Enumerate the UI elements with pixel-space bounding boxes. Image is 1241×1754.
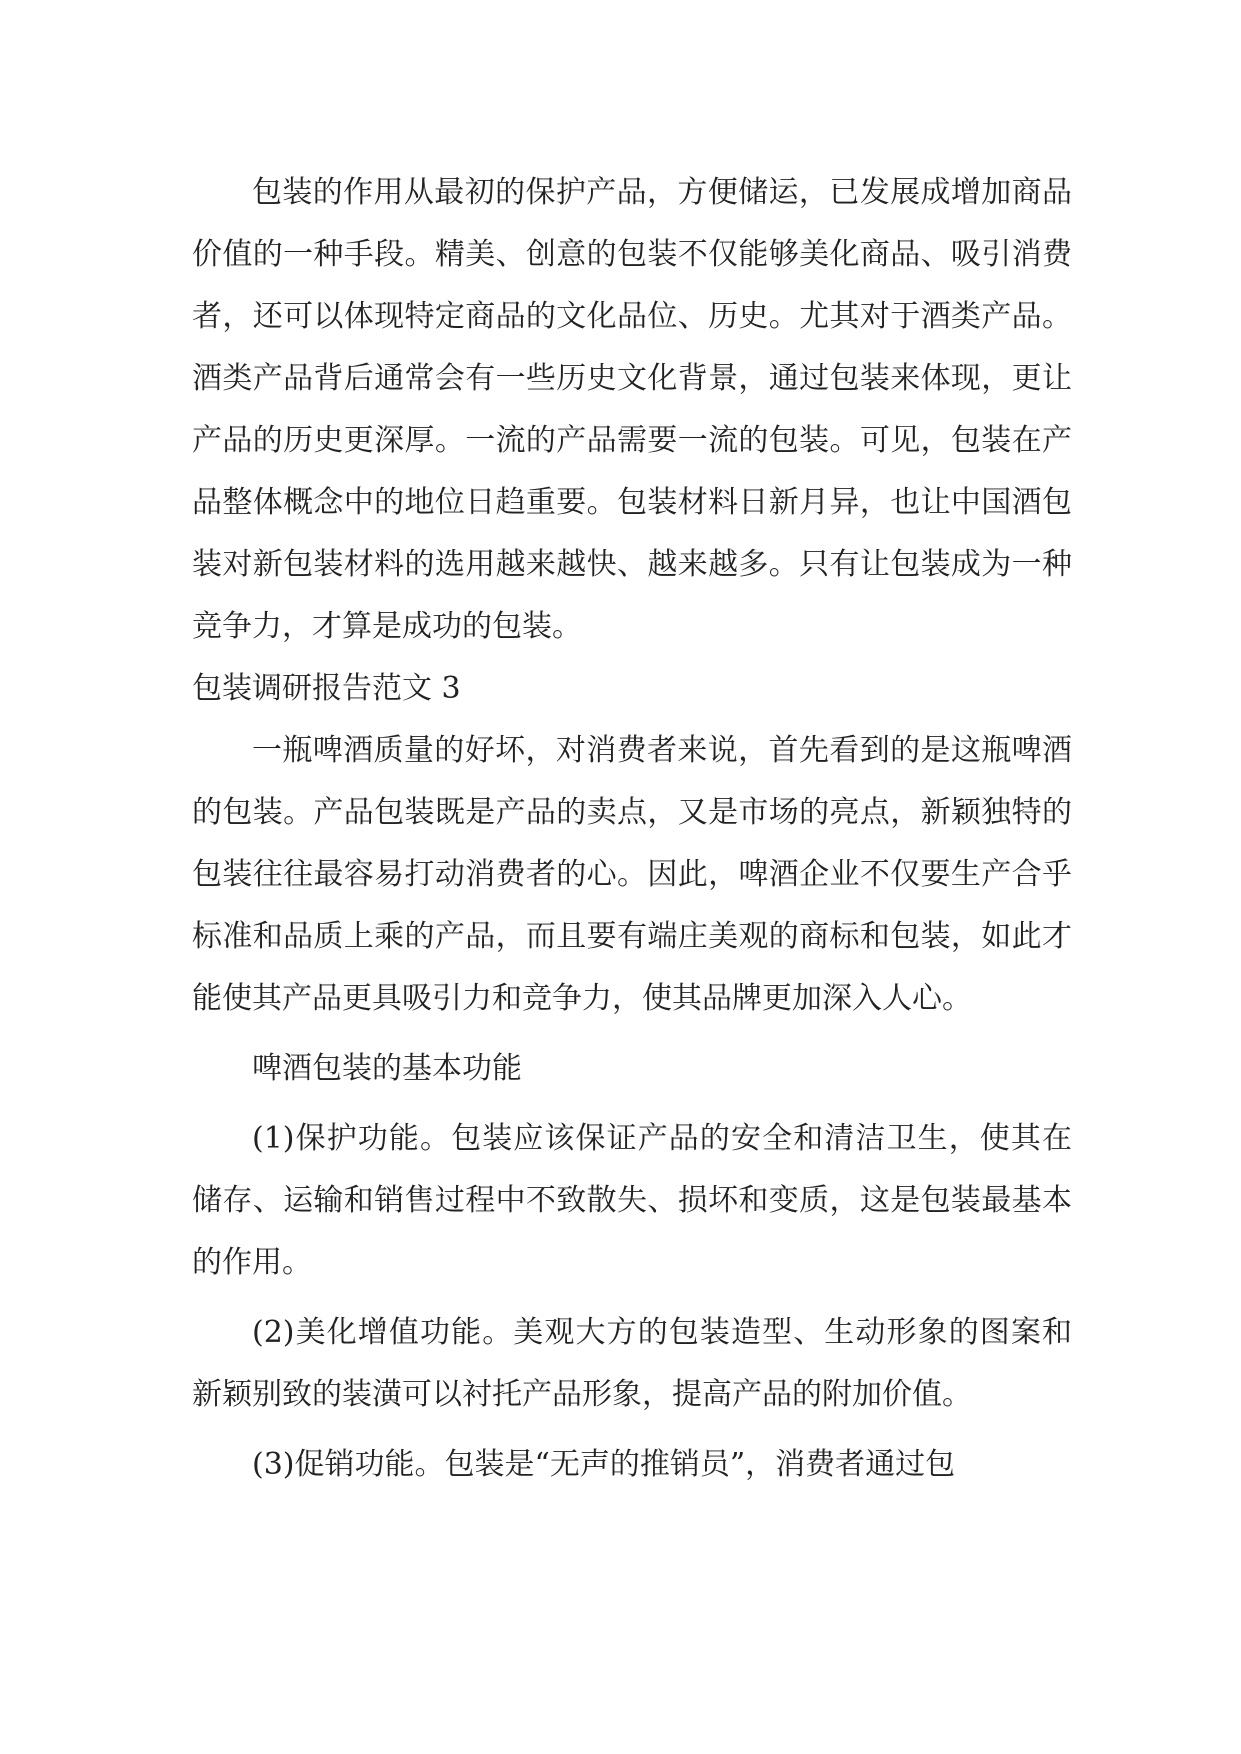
- subheading-basic-functions: 啤酒包装的基本功能: [252, 1051, 522, 1086]
- paragraph-promotion-function: (3)促销功能。包装是“无声的推销员”，消费者通过包: [252, 1447, 956, 1482]
- section-heading: 包装调研报告范文 3: [192, 671, 461, 706]
- document-body: [192, 162, 1072, 1496]
- paragraph-beer-packaging: 一瓶啤酒质量的好坏，对消费者来说，首先看到的是这瓶啤酒的包装。产品包装既是产品的卖点，又是市场的亮点，新颖独特的包装往往最容易打动消费者的心。因此，啤酒企业不仅要生产合乎标准和品质上乘的产品，而且要有端庄美观的商标和包装，如此才能使其产品更具吸引力和竞争力，使其品牌更加深入人心。: [192, 733, 1072, 1016]
- paragraph-packaging-role: 包装的作用从最初的保护产品，方便储运，已发展成增加商品价值的一种手段。精美、创意的包装不仅能够美化商品、吸引消费者，还可以体现特定商品的文化品位、历史。尤其对于酒类产品。酒类产品背后通常会有一些历史文化背景，通过包装来体现，更让产品的历史更深厚。一流的产品需要一流的包装。可见，包装在产品整体概念中的地位日趋重要。包装材料日新月异，也让中国酒包装对新包装材料的选用越来越快、越来越多。只有让包装成为一种竞争力，才算是成功的包装。: [192, 175, 1072, 644]
- paragraph-beautify-function: (2)美化增值功能。美观大方的包装造型、生动形象的图案和新颖别致的装潢可以衬托产品形象，提高产品的附加价值。: [192, 1315, 1072, 1412]
- paragraph-protection-function: (1)保护功能。包装应该保证产品的安全和清洁卫生，使其在储存、运输和销售过程中不致散失、损坏和变质，这是包装最基本的作用。: [192, 1121, 1072, 1280]
